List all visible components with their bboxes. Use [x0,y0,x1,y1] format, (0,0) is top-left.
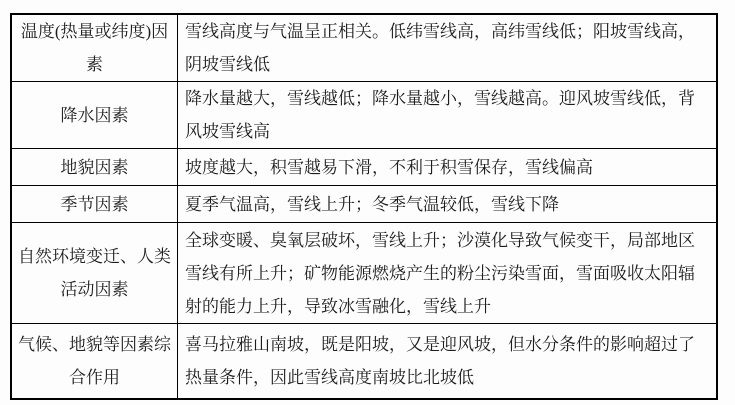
description-cell: 全球变暖、臭氧层破坏，雪线上升；沙漠化导致气候变干，局部地区雪线有所上升；矿物能源燃烧产生的粉尘污染雪面，雪面吸收太阳辐射的能力上升，导致冰雪融化，雪线上升 [178,223,718,324]
table-body [11,14,717,399]
factor-cell: 降水因素 [11,82,178,149]
table-row-environment-human [11,223,717,324]
description-cell: 雪线高度与气温呈正相关。低纬雪线高，高纬雪线低；阳坡雪线高，阴坡雪线低 [178,14,718,82]
factor-cell: 自然环境变迁、人类活动因素 [11,223,178,324]
description-cell: 夏季气温高，雪线上升；冬季气温较低，雪线下降 [178,186,718,223]
factor-cell: 温度(热量或纬度)因素 [11,14,178,82]
description-cell: 降水量越大，雪线越低；降水量越小，雪线越高。迎风坡雪线低，背风坡雪线高 [178,82,718,149]
factor-cell: 气候、地貌等因素综合作用 [11,324,178,399]
table-row-landform [11,149,717,186]
table-row-temperature [11,14,717,82]
factor-cell: 地貌因素 [11,149,178,186]
table-row-combined [11,324,717,399]
snowline-factor-table [10,13,718,400]
description-cell: 喜马拉雅山南坡，既是阳坡，又是迎风坡，但水分条件的影响超过了热量条件，因此雪线高度南坡比北坡低 [178,324,718,399]
table-row-precipitation [11,82,717,149]
factor-cell: 季节因素 [11,186,178,223]
table-row-season [11,186,717,223]
description-cell: 坡度越大，积雪越易下滑，不利于积雪保存，雪线偏高 [178,149,718,186]
